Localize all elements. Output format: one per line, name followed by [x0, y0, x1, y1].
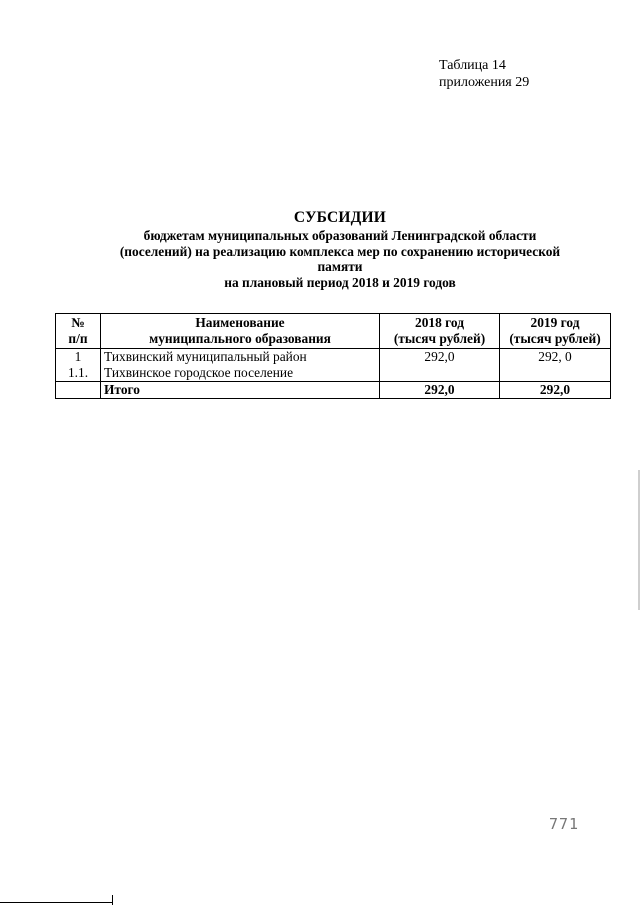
row-name-a: Тихвинский муниципальный район — [104, 349, 307, 364]
table-header-row — [56, 314, 611, 349]
header-name — [101, 314, 380, 349]
subsidies-table — [55, 313, 611, 399]
header-2019-line-1: 2019 год — [530, 315, 580, 330]
row-name-cell — [101, 349, 380, 382]
scan-corner-tick — [112, 895, 113, 905]
row-name-b: Тихвинское городское поселение — [104, 365, 294, 380]
title-line-3: памяти — [317, 259, 363, 274]
scan-corner-line — [0, 902, 112, 903]
table-reference — [439, 57, 529, 91]
total-2019-value: 292,0 — [500, 382, 611, 399]
appendix-label: приложения 29 — [439, 75, 530, 90]
header-name-line-1: Наименование — [195, 315, 285, 330]
title-line-1: бюджетам муниципальных образований Ленинградской области — [143, 228, 537, 243]
total-row — [56, 382, 611, 399]
title-line-2: (поселений) на реализацию комплекса мер по сохранению исторической — [119, 243, 561, 259]
total-number-cell — [56, 382, 101, 399]
header-2019-line-2: (тысяч рублей) — [509, 331, 601, 346]
title-main: СУБСИДИИ — [293, 209, 387, 226]
table-label: Таблица 14 — [439, 58, 506, 73]
header-2018 — [380, 314, 500, 349]
header-2018-line-1: 2018 год — [415, 315, 464, 330]
document-title — [60, 208, 620, 290]
header-name-line-2: муниципального образования — [149, 331, 331, 346]
header-number-line-2: п/п — [68, 331, 88, 346]
row-number-cell — [56, 349, 101, 382]
header-2018-line-2: (тысяч рублей) — [393, 331, 486, 346]
header-number — [56, 314, 101, 349]
page-stamp: 771 — [549, 815, 580, 833]
header-2019 — [500, 314, 611, 349]
total-label: Итого — [101, 382, 380, 399]
title-line-4: на плановый период 2018 и 2019 годов — [224, 274, 456, 290]
total-2018-value: 292,0 — [380, 382, 500, 399]
row-number-a: 1 — [74, 349, 82, 364]
row-number-b: 1.1. — [67, 365, 89, 380]
row-2018-value: 292,0 — [380, 349, 500, 382]
row-2019-value: 292, 0 — [500, 349, 611, 382]
table-row — [56, 349, 611, 382]
header-number-line-1: № — [71, 315, 85, 330]
